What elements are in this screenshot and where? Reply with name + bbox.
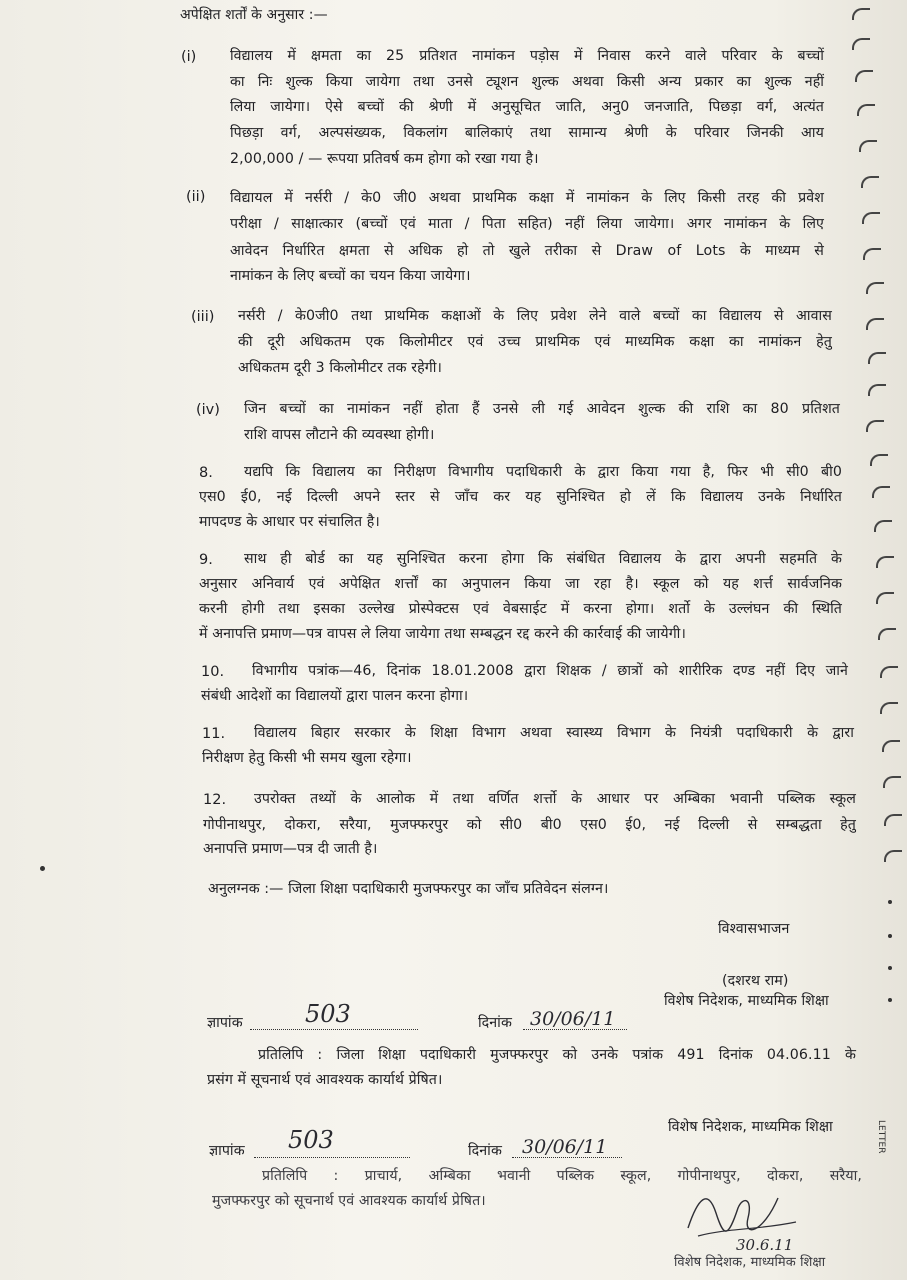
memo1-signatory-title: विशेष निदेशक, माध्यमिक शिक्षा [668, 1119, 833, 1135]
para-9-line-4: में अनापत्ति प्रमाण—पत्र वापस ले लिया जायेगा तथा सम्बद्धन रद्द करने की कार्रवाई की जायेगी। [199, 626, 686, 642]
closing-text: विश्वासभाजन [718, 921, 790, 937]
para-label-ii: (ii) [186, 189, 206, 205]
para-label-8: 8. [199, 465, 213, 481]
memo2-date: 30/06/11 [522, 1136, 608, 1158]
para-label-i: (i) [181, 49, 197, 65]
para-label-9: 9. [199, 552, 213, 568]
para-9-line-3: करनी होगी तथा इसका उल्लेख प्रोस्पेक्टस एवं वेबसाईट में करना होगा। शर्तो के उल्लंघन की स्थिति [199, 601, 842, 617]
memo1-date: 30/06/11 [530, 1008, 616, 1030]
signatory-title: विशेष निदेशक, माध्यमिक शिक्षा [664, 993, 829, 1009]
para-iii-line-3: अधिकतम दूरी 3 किलोमीटर तक रहेगी। [238, 360, 443, 376]
memo2-signatory-title: विशेष निदेशक, माध्यमिक शिक्षा [674, 1255, 826, 1270]
memo1-ref-label: ज्ञापांक [207, 1015, 243, 1031]
para-label-10: 10. [201, 664, 225, 680]
para-11-line-2: निरीक्षण हेतु किसी भी समय खुला रहेगा। [202, 750, 412, 766]
para-8-line-2: एस0 ई0, नई दिल्ली अपने स्तर से जाँच कर यह सुनिश्चित हो लें कि विद्यालय उनके निर्धारित [199, 489, 842, 505]
memo2-date-label: दिनांक [468, 1143, 502, 1159]
para-ii-line-1: विद्यायल में नर्सरी / के0 जी0 अथवा प्राथमिक कक्षा में नामांकन के लिए किसी तरह की प्रवेश [230, 190, 824, 206]
para-iv-line-1: जिन बच्चों का नामांकन नहीं होता हैं उनसे ली गई आवेदन शुल्क की राशि का 80 प्रतिशत [244, 401, 840, 417]
para-ii-line-4: नामांकन के लिए बच्चों का चयन किया जायेगा। [230, 268, 471, 284]
para-ii-line-3: आवेदन निर्धारित क्षमता से अधिक हो तो खुले तरीका से Draw of Lots के माध्यम से [230, 243, 824, 259]
para-i-line-1: विद्यालय में क्षमता का 25 प्रतिशत नामांकन पड़ोस में निवास करने वाले परिवार के बच्चों [230, 48, 824, 64]
para-11-line-1: विद्यालय बिहार सरकार के शिक्षा विभाग अथवा स्वास्थ्य विभाग के नियंत्री पदाधिकारी के द्वारा [254, 725, 854, 741]
para-10-line-2: संबंधी आदेशों का विद्यालयों द्वारा पालन करना होगा। [201, 688, 469, 704]
memo1-ref-dotline [250, 1029, 418, 1030]
para-label-iv: (iv) [196, 402, 220, 418]
edge-text: LETTER [876, 1120, 886, 1154]
para-i-line-4: पिछड़ा वर्ग, अल्पसंख्यक, विकलांग बालिकाएं तथा सामान्य श्रेणी के परिवार जिनकी आय [230, 125, 824, 141]
memo2-copy-line-2: मुजफ्फरपुर को सूचनार्थ एवं आवश्यक कार्यार्थ प्रेषित। [212, 1193, 486, 1209]
memo1-date-label: दिनांक [478, 1015, 512, 1031]
enclosure-note: अनुलग्नक :— जिला शिक्षा पदाधिकारी मुजफ्फरपुर का जाँच प्रतिवेदन संलग्न। [208, 881, 609, 897]
para-ii-line-2: परीक्षा / साक्षात्कार (बच्चों एवं माता / पिता सहित) नहीं लिया जायेगा। अगर नामांकन के लिए [230, 216, 824, 232]
memo2-ref-dotline [254, 1157, 410, 1158]
conditions-header: अपेक्षित शर्तों के अनुसार :— [180, 7, 328, 23]
memo1-copy-line-2: प्रसंग में सूचनार्थ एवं आवश्यक कार्यार्थ प्रेषित। [207, 1072, 443, 1088]
para-12-line-3: अनापत्ति प्रमाण—पत्र दी जाती है। [203, 841, 378, 857]
para-12-line-2: गोपीनाथपुर, दोकरा, सरैया, मुजफ्फरपुर को सी0 बी0 एस0 ई0, नई दिल्ली से सम्बद्धता हेतु [203, 817, 856, 833]
para-iii-line-1: नर्सरी / के0जी0 तथा प्राथमिक कक्षाओं के लिए प्रवेश लेने वाले बच्चों का विद्यालय से आवास [238, 308, 832, 324]
para-label-11: 11. [202, 726, 226, 742]
para-iii-line-2: की दूरी अधिकतम एक किलोमीटर एवं उच्च प्राथमिक एवं माध्यमिक कक्षा का नामांकन हेतु [238, 334, 832, 350]
memo1-copy-line-1: प्रतिलिपि : जिला शिक्षा पदाधिकारी मुजफ्फरपुर को उनके पत्रांक 491 दिनांक 04.06.11 के [258, 1047, 856, 1063]
memo1-ref-number: 503 [305, 1000, 351, 1028]
para-8-line-3: मापदण्ड के आधार पर संचालित है। [199, 514, 380, 530]
para-i-line-5: 2,00,000 / — रूपया प्रतिवर्ष कम होगा को रखा गया है। [230, 151, 539, 167]
memo2-copy-line-1: प्रतिलिपि : प्राचार्य, अम्बिका भवानी पब्लिक स्कूल, गोपीनाथपुर, दोकरा, सरैया, [262, 1168, 862, 1184]
signature-date: 30.6.11 [736, 1236, 794, 1254]
para-i-line-3: लिया जायेगा। ऐसे बच्चों की श्रेणी में अनुसूचित जाति, अनु0 जनजाति, पिछड़ा वर्ग, अत्यंत [230, 99, 824, 115]
para-8-line-1: यद्यपि कि विद्यालय का निरीक्षण विभागीय पदाधिकारी के द्वारा किया गया है, फिर भी सी0 बी0 [244, 464, 842, 480]
para-9-line-2: अनुसार अनिवार्य एवं अपेक्षित शर्त्तों का अनुपालन किया जा रहा है। स्कूल को यह शर्त्त सार्वजनिक [199, 576, 842, 592]
para-10-line-1: विभागीय पत्रांक—46, दिनांक 18.01.2008 द्वारा शिक्षक / छात्रों को शारीरिक दण्ड नहीं दिए जाने [252, 663, 848, 679]
para-9-line-1: साथ ही बोर्ड का यह सुनिश्चित करना होगा कि संबंधित विद्यालय के द्वारा अपनी सहमति के [244, 551, 842, 567]
para-label-12: 12. [203, 792, 227, 808]
para-label-iii: (iii) [191, 309, 215, 325]
para-iv-line-2: राशि वापस लौटाने की व्यवस्था होगी। [244, 427, 435, 443]
signatory-name: (दशरथ राम) [722, 973, 789, 989]
memo2-ref-label: ज्ञापांक [209, 1143, 245, 1159]
para-i-line-2: का निः शुल्क किया जायेगा तथा उनसे ट्यूशन शुल्क अथवा किसी अन्य प्रकार का शुल्क नहीं [230, 74, 824, 90]
memo2-ref-number: 503 [288, 1126, 334, 1154]
para-12-line-1: उपरोक्त तथ्यों के आलोक में तथा वर्णित शर्त्तो के आधार पर अम्बिका भवानी पब्लिक स्कूल [254, 791, 856, 807]
